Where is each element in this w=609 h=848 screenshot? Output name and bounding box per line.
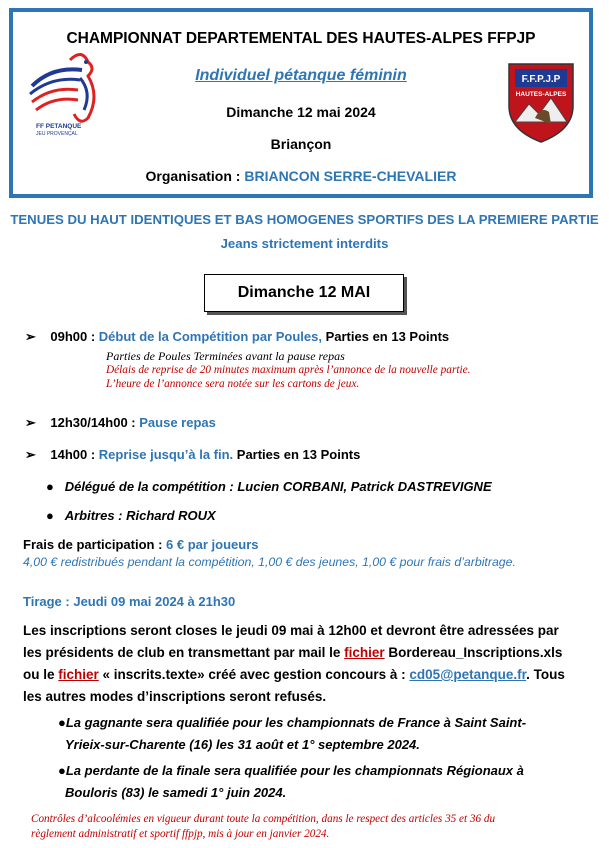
schedule-time: 09h00 :	[50, 329, 99, 344]
schedule-item-2	[25, 415, 216, 431]
winner-qualif	[58, 712, 526, 756]
delegate-line	[46, 479, 492, 494]
draw-label: Tirage :	[23, 594, 74, 609]
draw-line	[23, 594, 235, 609]
schedule-item-1	[25, 329, 449, 345]
schedule-time: 12h30/14h00 :	[50, 415, 140, 430]
logo-left-text1: FF PETANQUE	[36, 123, 82, 130]
ff-petanque-logo	[22, 48, 112, 138]
registration-line: les autres modes d’inscriptions seront refusés.	[23, 689, 327, 704]
registration-text: « inscrits.texte» créé avec gestion concours à :	[98, 667, 410, 682]
organisation	[13, 168, 589, 184]
referee-text: Arbitres : Richard ROUX	[64, 508, 216, 523]
bullet-dot-icon: ●	[46, 479, 54, 494]
file-link[interactable]: fichier	[344, 645, 385, 660]
logo-left-text2: JEU PROVENÇAL	[36, 131, 78, 137]
registration-paragraph	[23, 620, 593, 708]
fees-line	[23, 537, 259, 552]
registration-line	[23, 642, 593, 664]
schedule-item-3	[25, 447, 360, 463]
file-link[interactable]: fichier	[58, 667, 99, 682]
arrow-bullet-icon: ➢	[25, 415, 36, 430]
ffpjp-hautes-alpes-logo	[505, 60, 577, 144]
schedule-event: Début de la Compétition par Poules,	[98, 329, 322, 344]
schedule-note-alert: L’heure de l’annonce sera notée sur les cartons de jeux.	[106, 378, 360, 390]
registration-text: ou le	[23, 667, 59, 682]
footer-note: Contrôles d’alcoolémies en vigueur durant toute la compétition, dans le respect des articles 35 et 36 du	[31, 813, 496, 825]
email-link[interactable]: cd05@petanque.fr	[409, 667, 527, 682]
arrow-bullet-icon: ➢	[25, 329, 36, 344]
org-label: Organisation :	[145, 168, 245, 184]
registration-text: les présidents de club en transmettant par mail le	[23, 645, 345, 660]
schedule-time: 14h00 :	[50, 447, 99, 462]
delegate-text: Délégué de la compétition : Lucien CORBANI, Patrick DASTREVIGNE	[64, 479, 492, 494]
draw-value: Jeudi 09 mai 2024 à 21h30	[73, 594, 236, 609]
fees-detail: 4,00 € redistribués pendant la compétition, 1,00 € des jeunes, 1,00 € pour frais d’arbitrage.	[23, 555, 516, 569]
finalist-qualif	[58, 760, 524, 804]
event-date: Dimanche 12 mai 2024	[226, 104, 376, 120]
fees-value: 6 € par joueurs	[166, 537, 259, 552]
day-heading: Dimanche 12 MAI	[204, 274, 404, 312]
bullet-dot-icon: ●	[58, 763, 66, 778]
event-place: Briançon	[270, 136, 332, 152]
bullet-dot-icon: ●	[58, 715, 66, 730]
bullet-dot-icon: ●	[46, 508, 54, 523]
schedule-event: Reprise jusqu’à la fin.	[98, 447, 234, 462]
schedule-rest: Parties en 13 Points	[233, 447, 361, 462]
referee-line	[46, 508, 216, 523]
registration-line: Les inscriptions seront closes le jeudi 09 mai à 12h00 et devront être adressées par	[23, 623, 559, 638]
jeans-forbidden: Jeans strictement interdits	[220, 236, 389, 251]
arrow-bullet-icon: ➢	[25, 447, 36, 462]
schedule-rest: Parties en 13 Points	[321, 329, 450, 344]
dress-code-line: TENUES DU HAUT IDENTIQUES ET BAS HOMOGENES SPORTIFS DES LA PREMIERE PARTIE	[10, 212, 599, 227]
schedule-event: Pause repas	[139, 415, 216, 430]
fees-label: Frais de participation :	[23, 537, 167, 552]
qualif-text: Yrieix-sur-Charente (16) les 31 août et 1° septembre 2024.	[65, 737, 420, 752]
qualif-text: La gagnante sera qualifiée pour les championnats de France à Saint Saint-	[65, 715, 527, 730]
footer-note: règlement administratif et sportif ffpjp, mis à jour en janvier 2024.	[31, 828, 330, 840]
logo-right-text2: HAUTES-ALPES	[515, 91, 567, 98]
registration-text: . Tous	[526, 667, 565, 682]
schedule-note: Parties de Poules Terminées avant la pause repas	[106, 349, 345, 363]
registration-text: Bordereau_Inscriptions.xls	[384, 645, 563, 660]
schedule-note-alert: Délais de reprise de 20 minutes maximum après l’annonce de la nouvelle partie.	[106, 364, 471, 376]
org-value: BRIANCON SERRE-CHEVALIER	[244, 168, 457, 184]
qualif-text: Bouloris (83) le samedi 1° juin 2024.	[65, 785, 287, 800]
qualif-text: La perdante de la finale sera qualifiée pour les championnats Régionaux à	[65, 763, 524, 778]
subtitle-text: Individuel pétanque féminin	[195, 67, 407, 84]
registration-line	[23, 664, 593, 686]
page-title: CHAMPIONNAT DEPARTEMENTAL DES HAUTES-ALPES FFPJP	[66, 30, 536, 47]
logo-right-text1: F.F.P.J.P	[521, 74, 561, 85]
